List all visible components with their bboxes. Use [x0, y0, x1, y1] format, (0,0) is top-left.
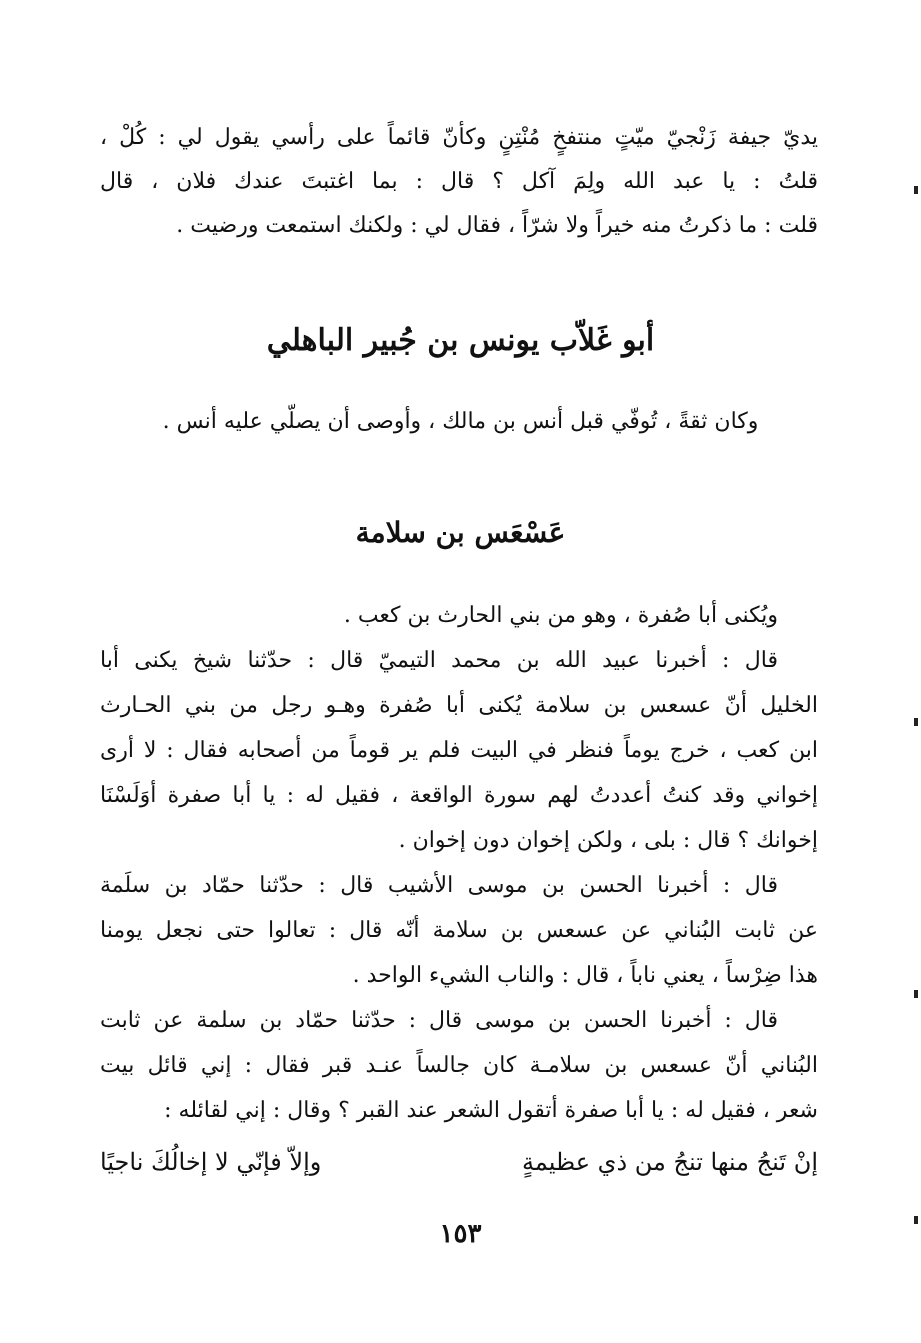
top-paragraph-line-3: قلت : ما ذكرتُ منه خيراً ولا شرّاً ، فقال لي : ولكنك استمعت ورضيت .	[176, 213, 818, 238]
body-line-11: البُناني أنّ عسعس بن سلامـة كان جالساً عنـد قبر فقال : إني قائل بيت	[100, 1053, 818, 1078]
body-line-10: قال : أخبرنا الحسن بن موسى قال : حدّثنا حمّاد بن سلمة عن ثابت	[100, 1008, 778, 1033]
body-line-4: ابن كعب ، خرج يوماً فنظر في البيت فلم ير قوماً من أصحابه فقال : لا أرى	[100, 738, 818, 763]
margin-mark	[914, 186, 918, 194]
top-paragraph-line-1: يديّ جيفة زَنْجيّ ميّتٍ منتفخٍ مُنْتِنٍ وكأنّ قائماً على رأسي يقول لي : كُلْ ،	[100, 125, 818, 150]
body-line-3: الخليل أنّ عسعس بن سلامة يُكنى أبا صُفرة وهـو رجل من بني الحـارث	[100, 693, 818, 718]
body-line-8: عن ثابت البُناني عن عسعس بن سلامة أنّه قال : تعالوا حتى نجعل يومنا	[100, 918, 818, 943]
body-line-1: ويُكنى أبا صُفرة ، وهو من بني الحارث بن كعب .	[343, 603, 778, 628]
section-heading-asas: عَسْعَس بن سلامة	[355, 516, 566, 549]
top-paragraph-line-2: قلتُ : يا عبد الله ولِمَ آكل ؟ قال : بما اغتبتَ عندك فلان ، قال	[100, 169, 818, 194]
page-number: ١٥٣	[439, 1219, 482, 1249]
section-text-abu-ghallab: وكان ثقةً ، تُوفّي قبل أنس بن مالك ، وأوصى أن يصلّي عليه أنس .	[162, 409, 759, 434]
body-line-5: إخواني وقد كنتُ أعددتُ لهم سورة الواقعة ، فقيل له : يا أبا صفرة أوَلَسْنَا	[100, 783, 818, 808]
margin-mark	[914, 990, 918, 998]
body-line-12: شعر ، فقيل له : يا أبا صفرة أتقول الشعر عند القبر ؟ وقال : إني لقائله :	[164, 1098, 818, 1123]
poetry-verse	[100, 1140, 818, 1184]
body-line-2: قال : أخبرنا عبيد الله بن محمد التيميّ قال : حدّثنا شيخ يكنى أبا	[100, 648, 778, 673]
verse-hemistich-second: وإلاّ فإنّي لا إخالُكَ ناجيًا	[100, 1148, 322, 1176]
margin-mark	[914, 1216, 918, 1224]
body-line-9: هذا ضِرْساً ، يعني ناباً ، قال : والناب الشيء الواحد .	[352, 963, 818, 988]
section-heading-abu-ghallab: أبو غَلاّب يونس بن جُبير الباهلي	[266, 323, 655, 358]
body-line-7: قال : أخبرنا الحسن بن موسى الأشيب قال : حدّثنا حمّاد بن سلَمة	[100, 873, 778, 898]
verse-hemistich-first: إنْ تَنجُ منها تنجُ من ذي عظيمةٍ	[522, 1148, 818, 1176]
body-line-6: إخوانك ؟ قال : بلى ، ولكن إخوان دون إخوان .	[398, 828, 818, 853]
margin-mark	[914, 718, 918, 726]
